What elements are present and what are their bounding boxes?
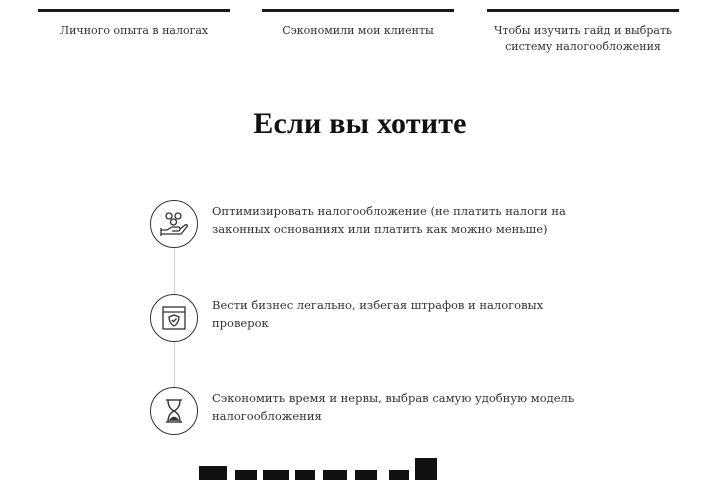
hourglass-icon xyxy=(150,387,198,435)
stat-caption: Личного опыта в налогах xyxy=(59,24,209,37)
stat-bar xyxy=(262,9,454,12)
stat-caption: Чтобы изучить гайд и выбрать систему налогообложения xyxy=(493,24,673,53)
clipped-heading-glyphs xyxy=(183,448,543,480)
stat-clients-saved xyxy=(262,0,454,39)
next-section-title-clipped xyxy=(183,448,543,480)
benefit-text: Сэкономить время и нервы, выбрав самую удобную модель налогообложения xyxy=(212,391,575,423)
shield-window-icon xyxy=(150,294,198,342)
stat-guide-time xyxy=(487,0,679,55)
stat-bar xyxy=(38,9,230,12)
stat-personal-experience xyxy=(38,0,230,39)
stat-caption: Сэкономили мои клиенты xyxy=(282,24,434,37)
stats-row xyxy=(0,0,720,70)
benefit-text: Оптимизировать налогообложение (не платить налоги на законных основаниях или платить как можно меньше) xyxy=(212,204,566,236)
hand-coins-icon xyxy=(150,200,198,248)
section-title: Если вы хотите xyxy=(253,107,467,140)
benefit-text: Вести бизнес легально, избегая штрафов и налоговых проверок xyxy=(212,298,544,330)
stat-bar xyxy=(487,9,679,12)
